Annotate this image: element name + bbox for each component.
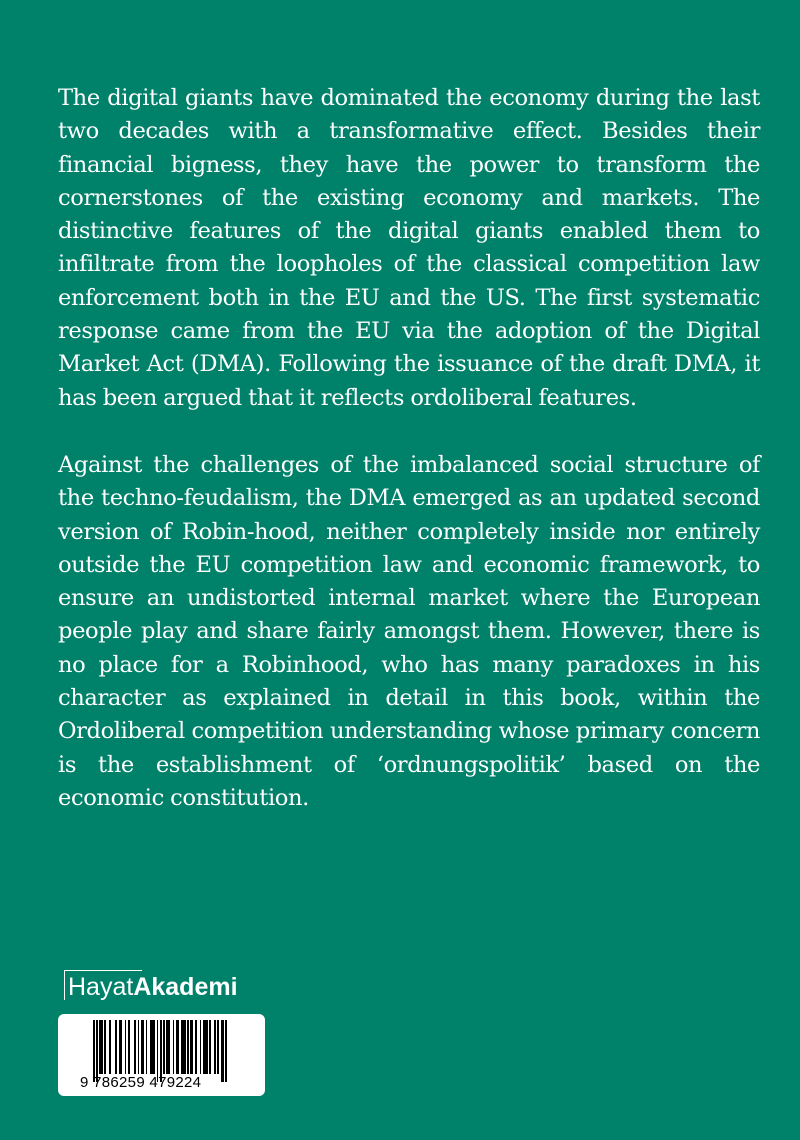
description-paragraph-2: Against the challenges of the imbalanced social structure of the techno-feudalism, the DMA emerged as an updated second version of Robin-hood, neither completely inside nor entirely outside the EU competition law and economic framework, to ensure an undistorted internal market where the European people play and share fairly amongst them. However, there is no place for a Robinhood, who has many paradoxes in his character as explained in detail in this book, within the Ordoliberal competition understanding whose primary concern is the establishment of ‘ordnungspolitik’ based on the economic constitution. <box>58 451 760 811</box>
publisher-name-light: Hayat <box>68 973 134 1001</box>
publisher-logo <box>64 972 238 1002</box>
barcode-bars-icon <box>93 1020 227 1078</box>
publisher-name-bold: Akademi <box>133 973 238 1001</box>
logo-rule-left <box>64 970 65 1000</box>
isbn-barcode <box>58 1014 265 1096</box>
description-paragraph-1: The digital giants have dominated the economy during the last two decades with a transformative effect. Besides their financial bigness, they have the power to transform the cornerstones of the existing economy and markets. The distinctive features of the digital giants enabled them to infiltrate from the loopholes of the classical competition law enforcement both in the EU and the US. The first systematic response came from the EU via the adoption of the Digital Market Act (DMA). Following the issuance of the draft DMA, it has been argued that it reflects ordoliberal features. <box>58 85 760 411</box>
logo-rule-top <box>64 970 142 971</box>
back-cover-text <box>58 82 760 849</box>
barcode-bar <box>225 1020 227 1082</box>
isbn-number: 9 786259 479224 <box>80 1074 202 1091</box>
